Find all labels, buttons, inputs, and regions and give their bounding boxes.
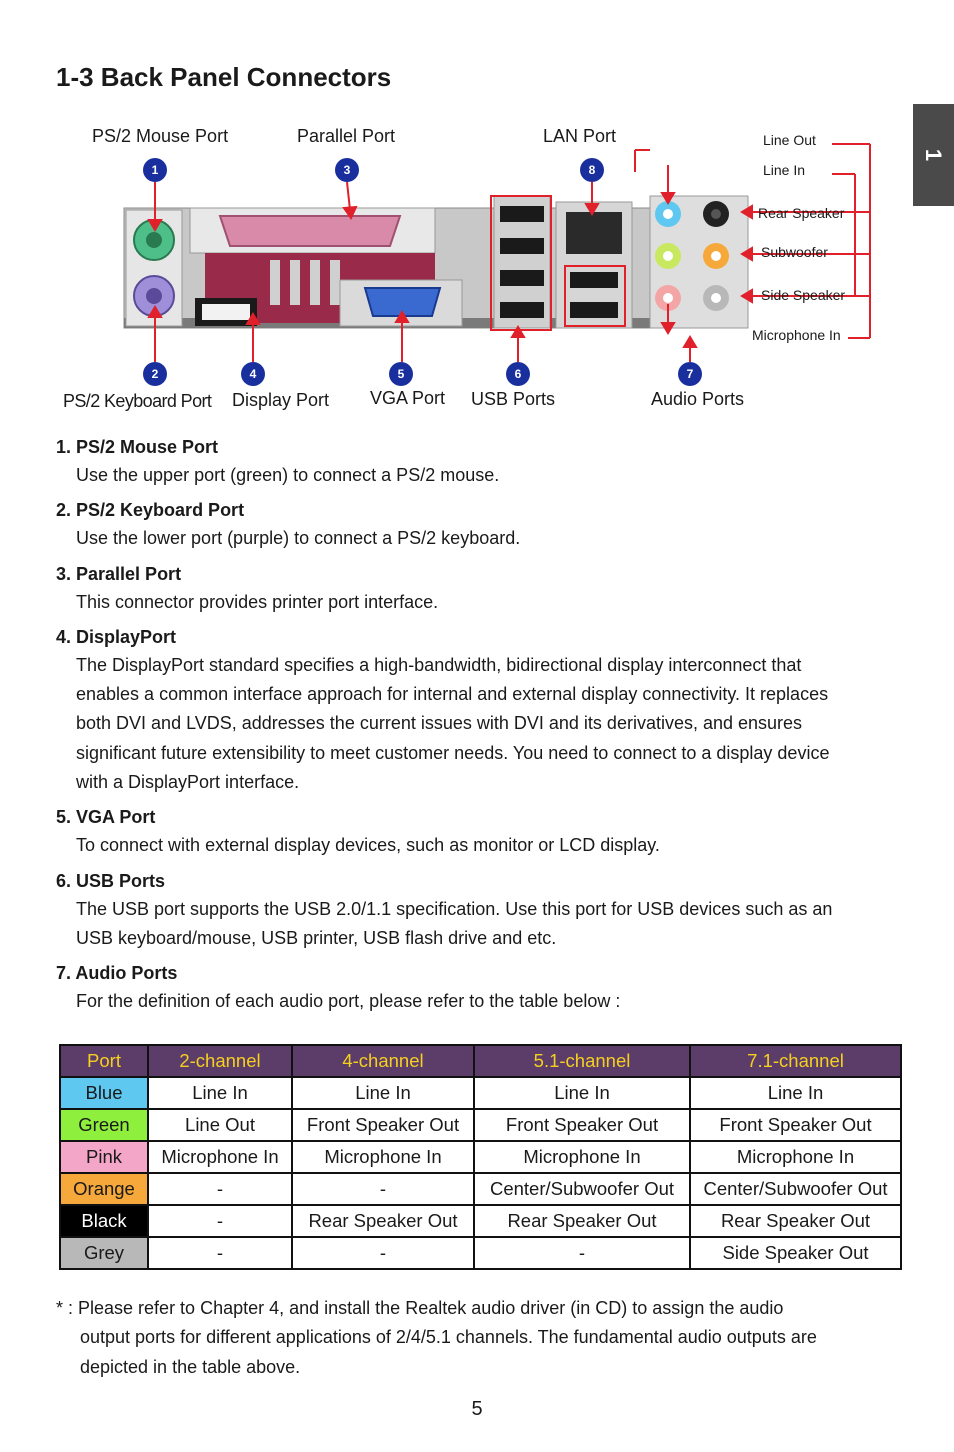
table-header-row	[60, 1045, 901, 1077]
section-text: enables a common interface approach for internal and external display connectivity. It replaces	[76, 684, 829, 705]
section-heading: 6. USB Ports	[56, 870, 166, 891]
audio-port-table	[59, 1044, 902, 1270]
label-audio: Audio Ports	[651, 389, 745, 409]
table-cell: Rear Speaker Out	[474, 1205, 690, 1237]
section-heading: 7. Audio Ports	[56, 963, 178, 984]
table-cell: -	[148, 1205, 292, 1237]
section-text: To connect with external display devices, such as monitor or LCD display.	[76, 835, 660, 856]
label-subwoofer: Subwoofer	[761, 244, 828, 260]
section-text: significant future extensibility to meet customer needs. You need to connect to a display device	[76, 742, 830, 763]
label-display: Display Port	[232, 390, 330, 410]
badge-7: 7	[678, 362, 702, 386]
table-cell: Center/Subwoofer Out	[474, 1173, 690, 1205]
label-ps2-keyboard: PS/2 Keyboard Port	[63, 391, 212, 411]
table-row	[60, 1173, 901, 1205]
section-2	[56, 497, 906, 553]
footnote	[56, 1294, 916, 1382]
label-usb: USB Ports	[471, 389, 556, 409]
table-cell: Microphone In	[148, 1141, 292, 1173]
section-7	[56, 960, 906, 1016]
badge-1: 1	[143, 158, 167, 182]
table-cell: -	[474, 1237, 690, 1269]
section-text: Use the lower port (purple) to connect a PS/2 keyboard.	[76, 528, 521, 549]
section-heading: 2. PS/2 Keyboard Port	[56, 500, 245, 521]
table-cell: Line In	[474, 1077, 690, 1109]
table-cell: -	[292, 1237, 474, 1269]
badge-5: 5	[389, 362, 413, 386]
section-text: with a DisplayPort interface.	[76, 772, 300, 793]
section-text: both DVI and LVDS, addresses the current issues with DVI and its derivatives, and ensures	[76, 713, 803, 734]
table-cell: -	[148, 1173, 292, 1205]
section-text: USB keyboard/mouse, USB printer, USB flash drive and etc.	[76, 927, 557, 948]
section-6	[56, 868, 906, 954]
section-text: For the definition of each audio port, please refer to the table below :	[76, 991, 621, 1012]
table-cell: Side Speaker Out	[690, 1237, 901, 1269]
section-5	[56, 804, 906, 860]
label-line-out: Line Out	[763, 132, 816, 148]
table-cell: -	[148, 1237, 292, 1269]
section-4	[56, 624, 906, 797]
table-cell: Microphone In	[690, 1141, 901, 1173]
section-text: This connector provides printer port interface.	[76, 591, 439, 612]
badge-6: 6	[506, 362, 530, 386]
page-number: 5	[471, 1398, 483, 1420]
section-heading: 4. DisplayPort	[56, 626, 177, 647]
table-cell: Line In	[690, 1077, 901, 1109]
table-cell: Center/Subwoofer Out	[690, 1173, 901, 1205]
table-header: 2-channel	[148, 1045, 292, 1077]
page-title: 1-3 Back Panel Connectors	[56, 62, 392, 92]
table-row	[60, 1205, 901, 1237]
port-color-cell: Black	[60, 1205, 148, 1237]
table-header: 7.1-channel	[690, 1045, 901, 1077]
table-row	[60, 1141, 901, 1173]
label-line-in: Line In	[763, 162, 806, 178]
section-text: Use the upper port (green) to connect a PS/2 mouse.	[76, 465, 500, 485]
back-panel-diagram	[0, 110, 954, 420]
label-ps2-mouse: PS/2 Mouse Port	[92, 126, 229, 146]
badge-3: 3	[335, 158, 359, 182]
table-cell: Line In	[292, 1077, 474, 1109]
label-microphone-in: Microphone In	[752, 327, 841, 343]
footnote-first: * : Please refer to Chapter 4, and install the Realtek audio driver (in CD) to assign the audio	[56, 1298, 784, 1318]
label-side-speaker: Side Speaker	[761, 287, 846, 303]
connector-descriptions	[56, 434, 906, 1024]
table-header: 4-channel	[292, 1045, 474, 1077]
port-color-cell: Blue	[60, 1077, 148, 1109]
port-color-cell: Pink	[60, 1141, 148, 1173]
section-text: The USB port supports the USB 2.0/1.1 specification. Use this port for USB devices such as an	[76, 898, 833, 919]
chapter-tab: 1	[913, 104, 954, 206]
table-cell: -	[292, 1173, 474, 1205]
table-cell: Rear Speaker Out	[690, 1205, 901, 1237]
section-text: The DisplayPort standard specifies a high-bandwidth, bidirectional display interconnect that	[76, 654, 802, 675]
label-rear-speaker: Rear Speaker	[758, 205, 845, 221]
table-cell: Microphone In	[474, 1141, 690, 1173]
table-cell: Rear Speaker Out	[292, 1205, 474, 1237]
table-cell: Front Speaker Out	[690, 1109, 901, 1141]
section-3	[56, 561, 906, 617]
section-heading: 1. PS/2 Mouse Port	[56, 437, 219, 457]
label-parallel: Parallel Port	[297, 126, 396, 146]
port-color-cell: Green	[60, 1109, 148, 1141]
section-heading: 5. VGA Port	[56, 807, 156, 828]
section-1	[56, 434, 906, 490]
footnote-line: output ports for different applications of 2/4/5.1 channels. The fundamental audio outputs are	[80, 1327, 817, 1348]
port-color-cell: Orange	[60, 1173, 148, 1205]
table-row	[60, 1109, 901, 1141]
table-cell: Line Out	[148, 1109, 292, 1141]
table-header: 5.1-channel	[474, 1045, 690, 1077]
port-color-cell: Grey	[60, 1237, 148, 1269]
footnote-line: depicted in the table above.	[80, 1356, 301, 1377]
table-row	[60, 1237, 901, 1269]
label-lan: LAN Port	[543, 126, 617, 146]
table-cell: Microphone In	[292, 1141, 474, 1173]
table-header: Port	[60, 1045, 148, 1077]
table-cell: Front Speaker Out	[474, 1109, 690, 1141]
badge-4: 4	[241, 362, 265, 386]
section-heading: 3. Parallel Port	[56, 563, 182, 584]
table-cell: Front Speaker Out	[292, 1109, 474, 1141]
table-cell: Line In	[148, 1077, 292, 1109]
label-vga: VGA Port	[370, 388, 446, 408]
badge-2: 2	[143, 362, 167, 386]
table-row	[60, 1077, 901, 1109]
badge-8: 8	[580, 158, 604, 182]
